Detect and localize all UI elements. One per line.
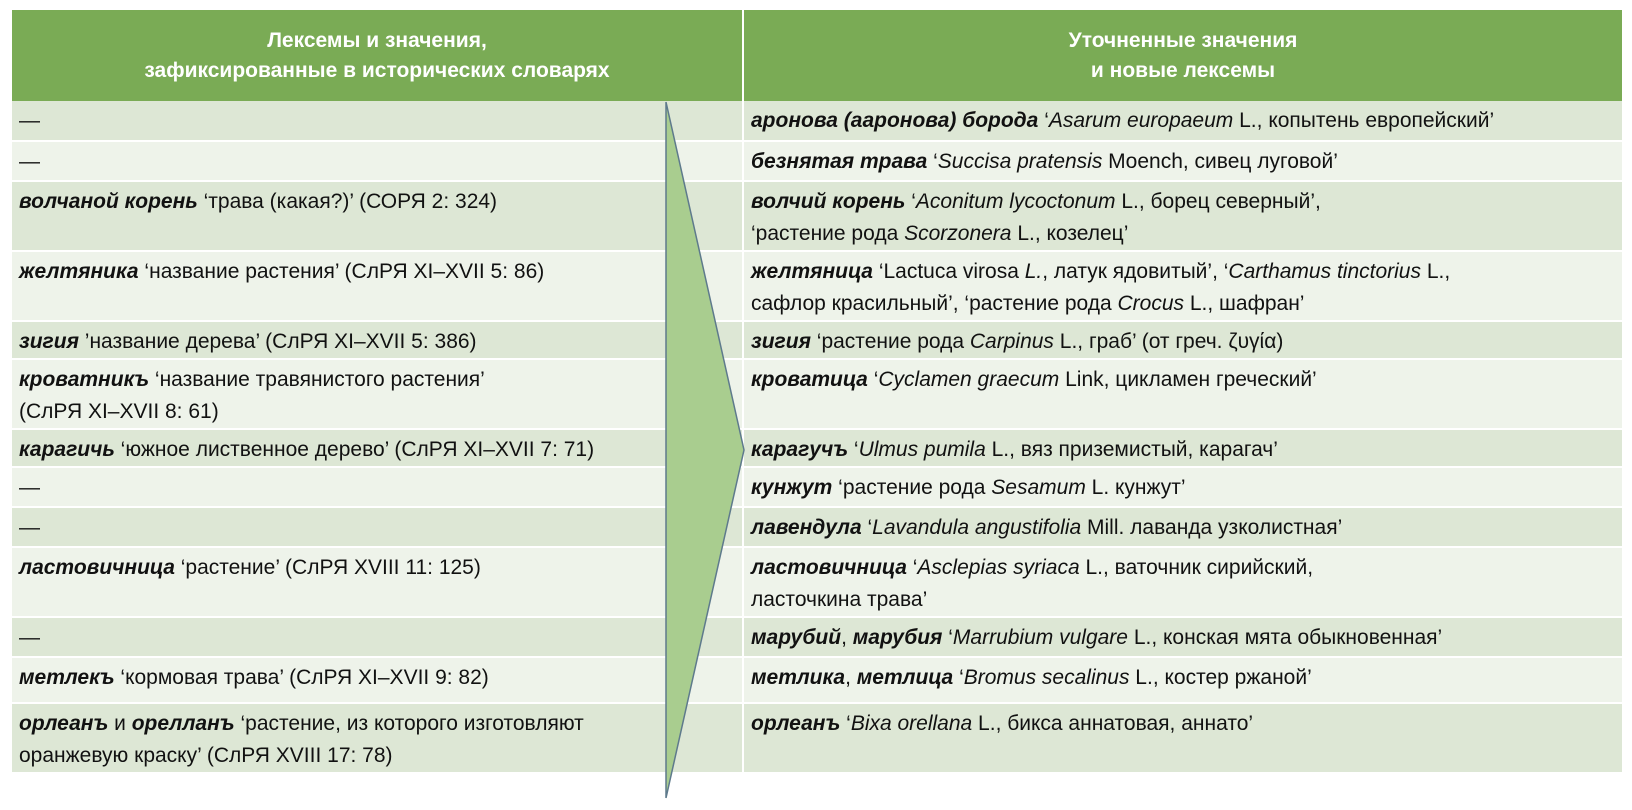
separator: , xyxy=(841,626,853,649)
empty-dash: — xyxy=(19,109,40,132)
quote-open: ‘ xyxy=(1038,109,1049,132)
lexeme: метлекъ xyxy=(19,666,115,689)
definition-part-b: , латук ядовитый’, ‘ xyxy=(1042,260,1229,283)
scientific-name: Bixa orellana xyxy=(850,712,973,735)
scientific-name: Carthamus tinctorius xyxy=(1228,260,1421,283)
table-row xyxy=(12,617,1622,657)
scientific-name: Aconitum lycoctonum xyxy=(915,190,1116,213)
lexeme: марубий xyxy=(751,626,842,649)
definition-line2-end: L., козелец’ xyxy=(1011,222,1129,245)
quote-open: ‘ xyxy=(840,712,851,735)
empty-dash: — xyxy=(19,150,40,173)
cell-historical xyxy=(12,547,743,617)
cell-refined xyxy=(743,321,1622,359)
cell-historical xyxy=(12,507,743,547)
lexeme: карагучъ xyxy=(751,438,849,461)
definition: L., копытень европейский’ xyxy=(1233,109,1495,132)
lexeme-2: марубия xyxy=(852,626,943,649)
definition-line2-start: ‘растение рода xyxy=(751,222,905,245)
lexeme: аронова (ааронова) борода xyxy=(751,109,1039,132)
quote-open: ‘ xyxy=(848,438,859,461)
lexeme: метлика xyxy=(751,666,846,689)
lexeme: безнятая трава xyxy=(751,150,928,173)
table-row xyxy=(12,141,1622,181)
header-right-line1: Уточненные значения xyxy=(1068,28,1298,52)
definition-part-a: ‘Lactuca virosa xyxy=(872,260,1025,283)
lexeme: карагичь xyxy=(19,438,115,461)
definition-line2-start: сафлор красильный’, ‘растение рода xyxy=(751,292,1118,315)
conjunction: и xyxy=(108,712,132,735)
table-row xyxy=(12,181,1622,251)
scientific-name: Asarum europaeum xyxy=(1048,109,1234,132)
definition-line2: ласточкина трава’ xyxy=(751,588,928,611)
table-row xyxy=(12,321,1622,359)
table-row xyxy=(12,359,1622,429)
quote-open: ‘растение рода xyxy=(832,476,992,499)
definition: L., костер ржаной’ xyxy=(1129,666,1312,689)
lexeme: кроватица xyxy=(751,368,868,391)
cell-historical xyxy=(12,359,743,429)
lexeme: кунжут xyxy=(751,476,833,499)
quote-open: ‘ xyxy=(867,368,879,391)
scientific-name: Succisa pratensis xyxy=(937,150,1103,173)
source-reference: (СлРЯ XI–XVII 8: 61) xyxy=(19,400,219,423)
scientific-name: Ulmus pumila xyxy=(858,438,986,461)
cell-historical xyxy=(12,251,743,321)
empty-dash: — xyxy=(19,626,40,649)
cell-refined xyxy=(743,657,1622,703)
definition: L., ваточник сирийский, xyxy=(1079,556,1314,579)
definition: ‘кормовая трава’ (СлРЯ XI–XVII 9: 82) xyxy=(114,666,489,689)
table-row xyxy=(12,547,1622,617)
definition: L. кунжут’ xyxy=(1085,476,1186,499)
lexeme: кроватникъ xyxy=(19,368,150,391)
quote-open: ‘ xyxy=(927,150,938,173)
scientific-name-2: Scorzonera xyxy=(904,222,1012,245)
lexeme: желтяника xyxy=(19,260,139,283)
definition: L., конская мята обыкновенная’ xyxy=(1127,626,1443,649)
definition: L., бикса аннатовая, аннато’ xyxy=(972,712,1254,735)
lexeme: ластовичница xyxy=(19,556,175,579)
lexeme: волчаной корень xyxy=(19,190,198,213)
table-row xyxy=(12,251,1622,321)
definition: Moench, сивец луговой’ xyxy=(1102,150,1338,173)
quote-open: ‘ xyxy=(861,516,873,539)
header-historical-dictionaries xyxy=(12,10,743,101)
cell-refined xyxy=(743,251,1622,321)
cell-historical xyxy=(12,467,743,507)
scientific-name: Asclepias syriaca xyxy=(917,556,1080,579)
scientific-name-2: Crocus xyxy=(1117,292,1185,315)
definition: L., борец северный’, xyxy=(1115,190,1321,213)
definition: Mill. лаванда узколистная’ xyxy=(1081,516,1343,539)
cell-refined xyxy=(743,181,1622,251)
empty-dash: — xyxy=(19,476,40,499)
empty-dash: — xyxy=(19,516,40,539)
lexeme: ластовичница xyxy=(751,556,907,579)
lexeme: зигия xyxy=(19,330,79,353)
scientific-name: Sesamum xyxy=(991,476,1086,499)
cell-historical xyxy=(12,617,743,657)
quote-open: ‘ xyxy=(906,556,918,579)
definition: ‘название растения’ (СлРЯ XI–XVII 5: 86) xyxy=(138,260,545,283)
cell-historical xyxy=(12,429,743,467)
lexeme: зигия xyxy=(751,330,811,353)
table-header-row xyxy=(12,10,1622,101)
definition: L., вяз приземистый, карагач’ xyxy=(985,438,1278,461)
lexeme-2: метлица xyxy=(856,666,954,689)
cell-historical xyxy=(12,181,743,251)
cell-refined xyxy=(743,359,1622,429)
header-right-line2: и новые лексемы xyxy=(1090,58,1276,82)
definition-line2: оранжевую краску’ (СлРЯ XVIII 17: 78) xyxy=(19,744,393,767)
scientific-name: Carpinus xyxy=(969,330,1054,353)
lexeme-comparison-table xyxy=(12,10,1622,774)
definition: L., граб’ (от греч. ζυγία) xyxy=(1053,330,1284,353)
definition: ‘название травянистого растения’ xyxy=(149,368,485,391)
cell-refined xyxy=(743,101,1622,141)
lexeme: желтяница xyxy=(751,260,873,283)
scientific-name: Cyclamen graecum xyxy=(878,368,1060,391)
table-row xyxy=(12,657,1622,703)
author-abbrev: L. xyxy=(1024,260,1043,283)
quote-open: ‘растение рода xyxy=(810,330,970,353)
separator: , xyxy=(845,666,857,689)
header-left-line2: зафиксированные в исторических словарях xyxy=(144,58,610,82)
cell-refined xyxy=(743,547,1622,617)
quote-open: ‘ xyxy=(905,190,916,213)
table-row xyxy=(12,101,1622,141)
lexeme: орлеанъ xyxy=(19,712,109,735)
lexeme: волчий корень xyxy=(751,190,906,213)
table-row xyxy=(12,467,1622,507)
definition: ‘южное лиственное дерево’ (СлРЯ XI–XVII 7: 71) xyxy=(114,438,595,461)
lexeme: орлеанъ xyxy=(751,712,841,735)
quote-open: ‘ xyxy=(953,666,964,689)
definition: L., xyxy=(1420,260,1451,283)
cell-historical xyxy=(12,321,743,359)
cell-refined xyxy=(743,141,1622,181)
cell-historical xyxy=(12,101,743,141)
cell-historical xyxy=(12,657,743,703)
scientific-name: Marrubium vulgare xyxy=(952,626,1128,649)
lexeme: лавендула xyxy=(751,516,862,539)
cell-refined xyxy=(743,429,1622,467)
header-left-line1: Лексемы и значения, xyxy=(267,28,487,52)
lexeme-2: орелланъ xyxy=(131,712,235,735)
cell-refined xyxy=(743,617,1622,657)
scientific-name: Bromus secalinus xyxy=(963,666,1130,689)
cell-refined xyxy=(743,507,1622,547)
definition-line2-end: L., шафран’ xyxy=(1184,292,1305,315)
header-refined-meanings xyxy=(743,10,1622,101)
table-row xyxy=(12,429,1622,467)
definition: ‘растение’ (СлРЯ XVIII 11: 125) xyxy=(174,556,481,579)
quote-open: ‘ xyxy=(942,626,953,649)
cell-historical xyxy=(12,703,743,773)
cell-refined xyxy=(743,467,1622,507)
definition: ’название дерева’ (СлРЯ XI–XVII 5: 386) xyxy=(78,330,477,353)
cell-refined xyxy=(743,703,1622,773)
definition: Link, цикламен греческий’ xyxy=(1059,368,1317,391)
scientific-name: Lavandula angustifolia xyxy=(872,516,1082,539)
definition: ‘растение, из которого изготовляют xyxy=(234,712,584,735)
table-row xyxy=(12,507,1622,547)
cell-historical xyxy=(12,141,743,181)
definition: ‘трава (какая?)’ (СОРЯ 2: 324) xyxy=(197,190,498,213)
table-row xyxy=(12,703,1622,773)
